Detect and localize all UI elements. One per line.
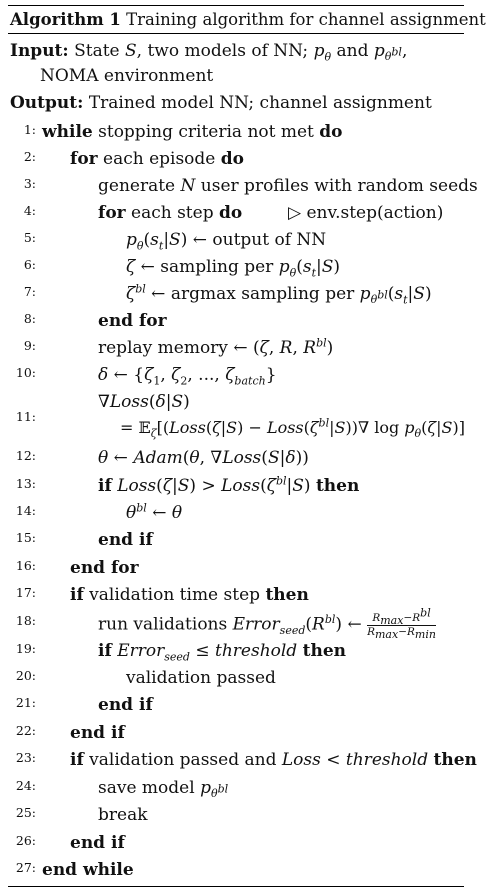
algorithm-line-25 [0,805,472,831]
line-number: 10: [15,365,36,380]
line-code: end if [98,530,153,550]
line-number: 22: [15,723,36,738]
line-code: if validation passed and Loss < threshold then [70,750,477,770]
line-number: 14: [15,503,36,518]
line-number: 24: [15,778,36,793]
algorithm-line-6 [0,257,472,283]
algorithm-line-23 [0,750,477,776]
line-comment: ▷ env.step(action) [288,203,444,223]
line-code: θ ← Adam(θ, ∇Loss(S|δ)) [98,448,309,468]
line-code: end for [98,311,167,331]
line-code: end if [70,833,125,853]
line-code: generate N user profiles with random seeds [98,176,478,196]
line-code: while stopping criteria not met do [42,122,343,142]
line-code: break [98,805,148,825]
line-code: if Error$_{seed}$ ≤ threshold then [98,641,346,664]
line-code: $\theta^{bl}$ ← θ [126,501,183,523]
algorithm-line-13 [0,476,472,502]
algorithm-line-24 [0,778,472,804]
algorithm-line-7 [0,284,472,310]
line-number: 21: [15,695,36,710]
line-number: 11: [15,409,36,424]
line-number: 25: [15,805,36,820]
algorithm-label: Algorithm 1 [10,10,121,29]
line-code: for each step do [98,203,243,223]
line-code: run validations $Error_{seed}(R^{bl})$ ← $\frac{R_{max}-R^{bl}}{R_{max}-R_{min}}$ [98,606,436,641]
line-code: if Loss(ζ|S) > $Loss(\zeta^{bl}|S)$ then [98,474,360,496]
line-code: end for [70,558,139,578]
algorithm-line-8 [0,311,472,337]
algorithm-title: Training algorithm for channel assignment [126,10,486,29]
line-number: 27: [15,860,36,875]
line-number: 17: [15,585,36,600]
output-text: Trained model NN; channel assignment [88,93,432,113]
algorithm-line-3 [0,176,478,202]
algorithm-line-9 [0,338,472,364]
line-number: 6: [23,257,36,272]
line-code-continued: = 𝔼$_\zeta$[(Loss(ζ|S) − $Loss(\zeta^{bl}|S))\nabla$ $\log p_\theta(\zeta|S)$] [120,416,465,441]
line-number: 13: [15,476,36,491]
line-number: 26: [15,833,36,848]
line-code: save model $p_{\theta^{bl}}$ [98,778,229,801]
line-code: replay memory ← (ζ, R, $R^{bl}$) [98,336,334,358]
algorithm-caption [10,10,486,29]
algorithm-line-1 [0,122,472,148]
line-code: $p_\theta(s_t|S)$ ← output of NN [126,230,327,253]
line-number: 18: [15,613,36,628]
line-number: 23: [15,750,36,765]
line-number: 5: [23,230,36,245]
algorithm-line-26 [0,833,472,859]
line-code: δ ← {$\zeta_1$, $\zeta_2$, ..., $\zeta_{batch}$} [98,365,277,388]
line-number: 19: [15,641,36,656]
line-code: validation passed [126,668,276,688]
line-code: if validation time step then [70,585,309,605]
line-code: end if [98,695,153,715]
line-number: 15: [15,530,36,545]
algorithm-line-17 [0,585,472,611]
bottom-rule [8,886,464,887]
input-line-2: NOMA environment [40,66,214,86]
algorithm-line-4 [0,203,472,229]
fraction: $\frac{R_{max}-R^{bl}}{R_{max}-R_{min}}$ [367,606,436,641]
line-code: end while [42,860,134,880]
algorithm-line-19 [0,641,472,667]
algorithm-line-18 [0,606,472,641]
line-code: ∇Loss(δ|S) [98,392,190,412]
line-code: for each episode do [70,149,245,169]
algorithm-line-11 [0,392,472,446]
top-rule [8,5,464,6]
line-code: ζ ← sampling per $p_\theta(s_t|S)$ [126,257,341,280]
line-number: 20: [15,668,36,683]
algorithm-line-14 [0,503,472,529]
algorithm-line-2 [0,149,472,175]
input-label: Input: [10,41,69,61]
line-number: 9: [23,338,36,353]
algorithm-line-5 [0,230,472,256]
line-number: 8: [23,311,36,326]
algorithm-line-10 [0,365,472,391]
input-line: Input: State S, two models of NN; $p_\theta$ and $p_{\theta^{bl}}$, [10,41,408,64]
line-code: $\zeta^{bl}$ ← argmax sampling per $p_{\theta^{bl}}(s_t|S)$ [126,282,432,307]
algorithm-line-27 [0,860,472,886]
line-number: 7: [23,284,36,299]
line-number: 1: [23,122,36,137]
output-line [10,93,432,113]
algorithm-line-12 [0,448,472,474]
algorithm-line-16 [0,558,472,584]
line-number: 4: [23,203,36,218]
algorithm-line-22 [0,723,472,749]
line-code: end if [70,723,125,743]
caption-rule [8,33,464,34]
line-number: 3: [23,176,36,191]
algorithm-line-21 [0,695,472,721]
line-number: 16: [15,558,36,573]
line-number: 2: [23,149,36,164]
line-number: 12: [15,448,36,463]
algorithm-line-15 [0,530,472,556]
output-label: Output: [10,93,84,113]
algorithm-line-20 [0,668,472,694]
